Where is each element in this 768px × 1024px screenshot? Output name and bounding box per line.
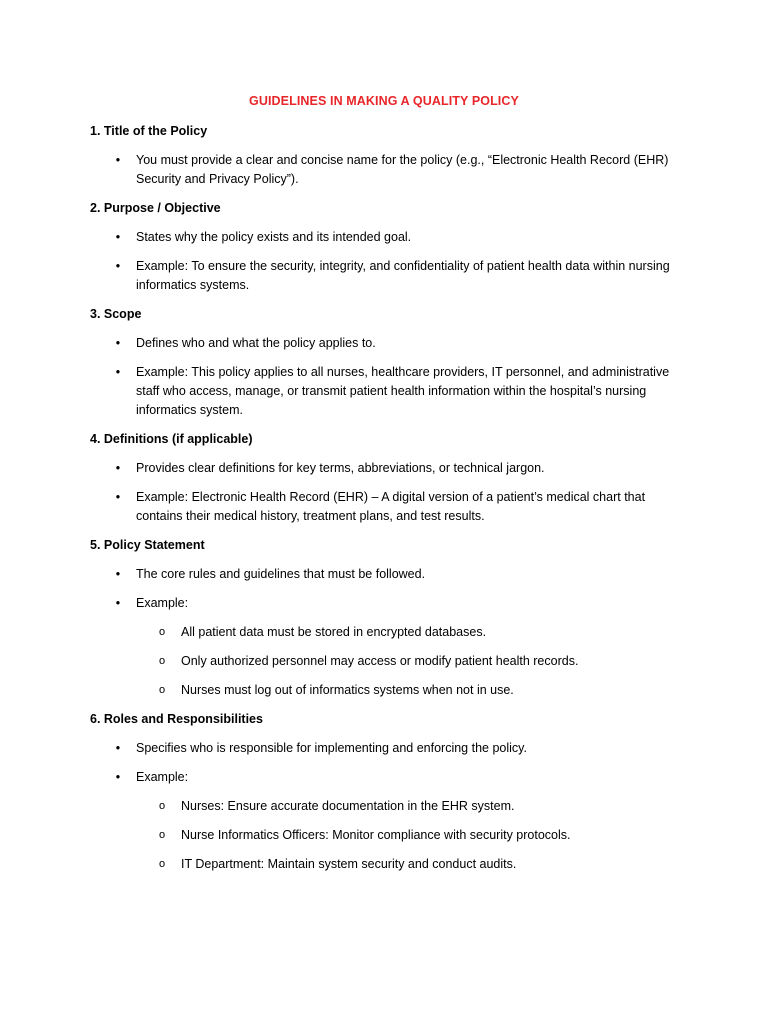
bullet-list [90,228,690,295]
bullet-dot-icon: • [115,153,121,167]
section-heading: 3. Scope [90,307,142,321]
sub-bullet-text: Nurses must log out of informatics systems when not in use. [181,683,514,697]
policy-section [90,536,690,700]
sub-bullet-item [136,797,690,816]
sub-bullet-text: Only authorized personnel may access or modify patient health records. [181,654,579,668]
section-heading: 6. Roles and Responsibilities [90,712,263,726]
bullet-text: Example: This policy applies to all nurses, healthcare providers, IT personnel, and administrative staff who access, manage, or transmit patient health information within the hospital’s nursing informatics system. [136,365,670,417]
bullet-dot-icon: • [115,596,121,610]
circle-bullet-icon: o [158,655,166,667]
section-heading: 4. Definitions (if applicable) [90,432,253,446]
bullet-text: Defines who and what the policy applies to. [136,336,376,350]
bullet-text: Example: Electronic Health Record (EHR) – A digital version of a patient’s medical chart that contains their medical history, treatment plans, and test results. [136,490,646,523]
bullet-list [90,151,690,189]
bullet-text: The core rules and guidelines that must be followed. [136,567,426,581]
sub-bullet-item [136,681,690,700]
bullet-text: Provides clear definitions for key terms, abbreviations, or technical jargon. [136,461,545,475]
bullet-dot-icon: • [115,770,121,784]
bullet-list [90,334,690,420]
policy-section [90,305,690,420]
bullet-list [90,565,690,700]
sub-bullet-item [136,855,690,874]
bullet-item [90,334,690,353]
bullet-dot-icon: • [115,567,121,581]
bullet-dot-icon: • [115,259,121,273]
bullet-text: Example: To ensure the security, integrity, and confidentiality of patient health data within nursing informatics systems. [136,259,670,292]
policy-section [90,430,690,526]
bullet-dot-icon: • [115,461,121,475]
bullet-item [90,768,690,874]
bullet-item [90,739,690,758]
document-body [90,122,690,884]
bullet-item [90,565,690,584]
bullet-dot-icon: • [115,230,121,244]
sub-bullet-item [136,826,690,845]
circle-bullet-icon: o [158,829,166,841]
bullet-text: Specifies who is responsible for implementing and enforcing the policy. [136,741,527,755]
sub-bullet-list [136,623,690,700]
policy-section [90,122,690,189]
circle-bullet-icon: o [158,858,166,870]
bullet-text: Example: [136,770,189,784]
bullet-dot-icon: • [115,365,121,379]
bullet-list [90,459,690,526]
circle-bullet-icon: o [158,684,166,696]
page-title: GUIDELINES IN MAKING A QUALITY POLICY [249,94,519,108]
section-heading: 2. Purpose / Objective [90,201,221,215]
sub-bullet-list [136,797,690,874]
bullet-text: Example: [136,596,189,610]
bullet-item [90,228,690,247]
sub-bullet-item [136,623,690,642]
bullet-item [90,459,690,478]
sub-bullet-text: All patient data must be stored in encrypted databases. [181,625,487,639]
policy-section [90,199,690,295]
sub-bullet-text: Nurses: Ensure accurate documentation in the EHR system. [181,799,515,813]
section-heading: 1. Title of the Policy [90,124,208,138]
bullet-dot-icon: • [115,741,121,755]
bullet-dot-icon: • [115,490,121,504]
circle-bullet-icon: o [158,800,166,812]
sub-bullet-text: IT Department: Maintain system security and conduct audits. [181,857,517,871]
bullet-item [90,257,690,295]
bullet-text: You must provide a clear and concise name for the policy (e.g., “Electronic Health Record (EHR) Security and Privacy Policy”). [136,153,669,186]
sub-bullet-text: Nurse Informatics Officers: Monitor compliance with security protocols. [181,828,571,842]
bullet-item [90,363,690,420]
section-heading: 5. Policy Statement [90,538,205,552]
sub-bullet-item [136,652,690,671]
circle-bullet-icon: o [158,626,166,638]
bullet-item [90,151,690,189]
bullet-dot-icon: • [115,336,121,350]
bullet-text: States why the policy exists and its intended goal. [136,230,412,244]
policy-section [90,710,690,874]
bullet-item [90,594,690,700]
bullet-item [90,488,690,526]
bullet-list [90,739,690,874]
